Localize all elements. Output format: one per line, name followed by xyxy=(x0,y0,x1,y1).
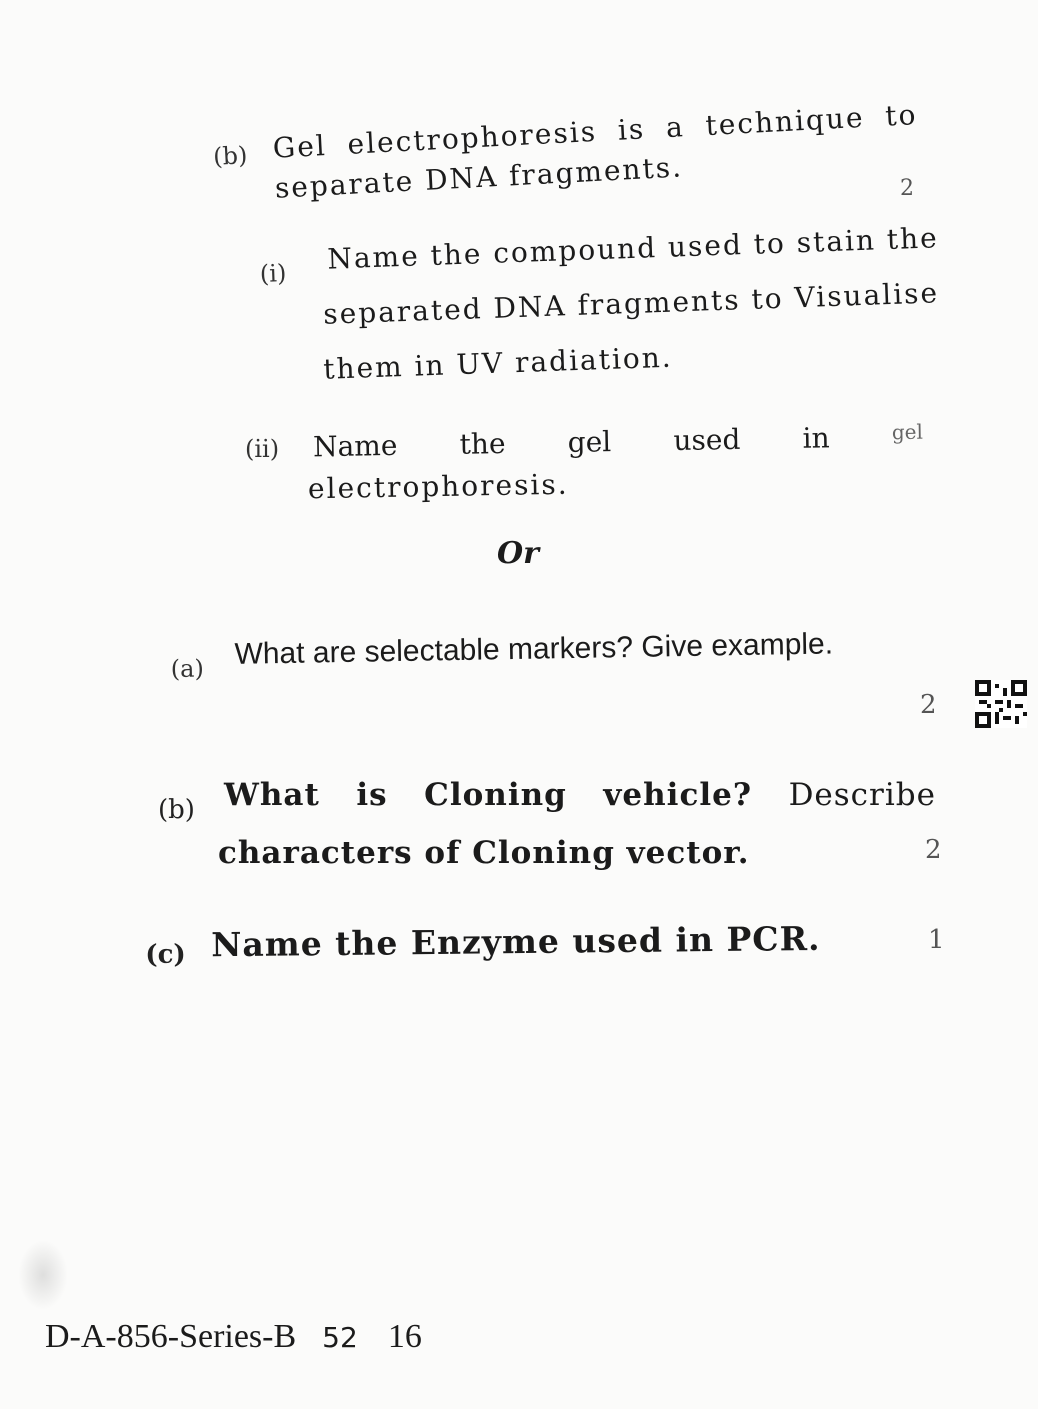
question-b-line2: separate DNA fragments. xyxy=(274,150,684,205)
word: Describe xyxy=(788,777,936,813)
question-b-i-label: (i) xyxy=(259,259,287,288)
question-b-label: (b) xyxy=(212,141,249,171)
word: vehicle? xyxy=(603,777,752,813)
word: What xyxy=(224,777,320,813)
word: the xyxy=(459,426,506,461)
word: is xyxy=(356,777,388,813)
alt-question-a xyxy=(170,612,940,683)
alt-question-c-marks: 1 xyxy=(928,925,945,955)
or-divider: Or xyxy=(497,536,539,571)
word: in xyxy=(802,421,830,455)
alt-question-a-text: What are selectable markers? Give example. xyxy=(234,627,834,671)
alt-question-c-label: (c) xyxy=(145,939,186,970)
word: Name xyxy=(312,428,398,464)
question-b-i-line3: them in UV radiation. xyxy=(322,340,674,386)
handwritten-number: 52 xyxy=(322,1321,358,1354)
alt-question-b-line1 xyxy=(224,777,936,813)
alt-question-c-text: Name the Enzyme used in PCR. xyxy=(211,918,821,965)
question-b-i-line1: Name the compound used to stain the xyxy=(326,221,940,276)
scan-smudge xyxy=(18,1240,68,1310)
question-b-marks: 2 xyxy=(900,176,914,201)
alt-question-b-marks: 2 xyxy=(925,835,942,865)
word: used xyxy=(673,422,741,458)
question-b-ii-line2: electrophoresis. xyxy=(307,467,569,506)
question-b-ii-line1 xyxy=(313,420,923,464)
word: gel xyxy=(891,419,924,445)
alt-question-c xyxy=(145,914,905,970)
question-b-line1: Gel electrophoresis is a technique to xyxy=(272,98,919,165)
question-b-i-line2: separated DNA fragments to Visualise xyxy=(322,276,940,331)
page-number: 16 xyxy=(387,1318,422,1355)
word: gel xyxy=(567,425,612,459)
alt-question-a-label: (a) xyxy=(170,654,205,683)
alt-question-b-line2: characters of Cloning vector. xyxy=(218,835,750,871)
word: Cloning xyxy=(424,777,567,813)
alt-question-a-marks: 2 xyxy=(920,690,937,720)
alt-question-b-label: (b) xyxy=(158,795,195,825)
footer xyxy=(45,1318,422,1356)
question-b xyxy=(210,58,924,205)
paper-code: D-A-856-Series-B xyxy=(45,1318,297,1355)
qr-code-icon xyxy=(975,680,1027,728)
question-b-ii-label: (ii) xyxy=(245,435,280,463)
